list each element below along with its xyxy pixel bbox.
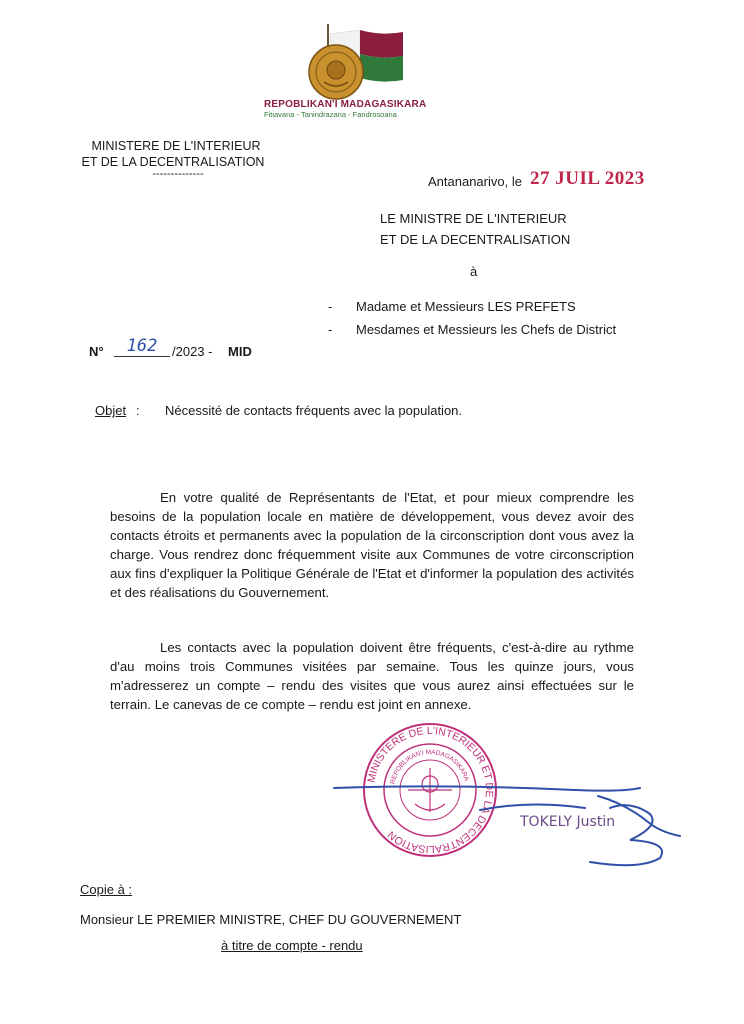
sender-line1: LE MINISTRE DE L'INTERIEUR bbox=[380, 211, 567, 226]
recipient-prefets: Madame et Messieurs LES PREFETS bbox=[356, 299, 576, 314]
recipients-to: à bbox=[470, 264, 478, 279]
copy-note: à titre de compte - rendu bbox=[221, 938, 363, 953]
sender-line2: ET DE LA DECENTRALISATION bbox=[380, 232, 571, 247]
copy-label: Copie à : bbox=[80, 882, 133, 897]
ministry-name-line1: MINISTERE DE L'INTERIEUR bbox=[91, 139, 261, 153]
subject-text: Nécessité de contacts fréquents avec la population. bbox=[165, 403, 463, 418]
subject-colon: : bbox=[136, 403, 140, 418]
ministry-name-line2: ET DE LA DECENTRALISATION bbox=[81, 155, 265, 169]
copy-recipient: Monsieur LE PREMIER MINISTRE, CHEF DU GOUVERNEMENT bbox=[80, 912, 462, 927]
emblem-graphic bbox=[300, 20, 415, 102]
body-paragraph-1: En votre qualité de Représentants de l'Etat, et pour mieux comprendre les besoins de la population locale en matière de développement, vous devez avoir des contacts étroits et permanents avec la population de la circonscription dont vous avez la charge. Vous rendrez donc fréquemment visite aux Communes de votre circonscription aux fins d'expliquer la Politique Générale de l'Etat et d'informer la population des activités et des réalisations du Gouvernement. bbox=[110, 490, 634, 600]
recipient-bullet: - bbox=[328, 322, 333, 337]
signature-strokes bbox=[330, 770, 690, 880]
reference-suffix: /2023 - bbox=[172, 344, 213, 359]
recipient-bullet: - bbox=[328, 299, 333, 314]
date-place: Antananarivo, le bbox=[428, 174, 522, 189]
signatory-name: TOKELY Justin bbox=[520, 814, 616, 830]
ministry-rule: -------------- bbox=[152, 168, 204, 180]
body-paragraph-2: Les contacts avec la population doivent être fréquents, c'est-à-dire au rythme d'au moins trois Communes visitées par semaine. Tous les quinze jours, vous m'adresserez un compte – rendu des visites que vous aurez ainsi effectuées sur le terrain. Le canevas de ce compte – rendu est joint en annexe. bbox=[110, 640, 634, 712]
reference-prefix: N° bbox=[89, 344, 104, 359]
national-emblem bbox=[300, 20, 415, 102]
date-stamp: 27 JUIL 2023 bbox=[530, 168, 645, 189]
subject-label: Objet bbox=[95, 403, 127, 418]
national-motto: Fitiavana - Tanindrazana - Fandrosoana bbox=[264, 110, 397, 119]
seal-inner-text: REPOBLIKAN'I MADAGASIKARA bbox=[389, 748, 470, 785]
recipient-chefs-district: Mesdames et Messieurs les Chefs de District bbox=[356, 322, 617, 337]
reference-number: 162 bbox=[114, 336, 170, 357]
handwritten-signature bbox=[330, 770, 690, 880]
seal-ring-text: MINISTERE DE L'INTERIEUR ET DE LA DECENTRALISATION bbox=[365, 724, 496, 856]
reference-code: MID bbox=[228, 344, 252, 359]
country-name: REPOBLIKAN'I MADAGASIKARA bbox=[264, 99, 427, 110]
